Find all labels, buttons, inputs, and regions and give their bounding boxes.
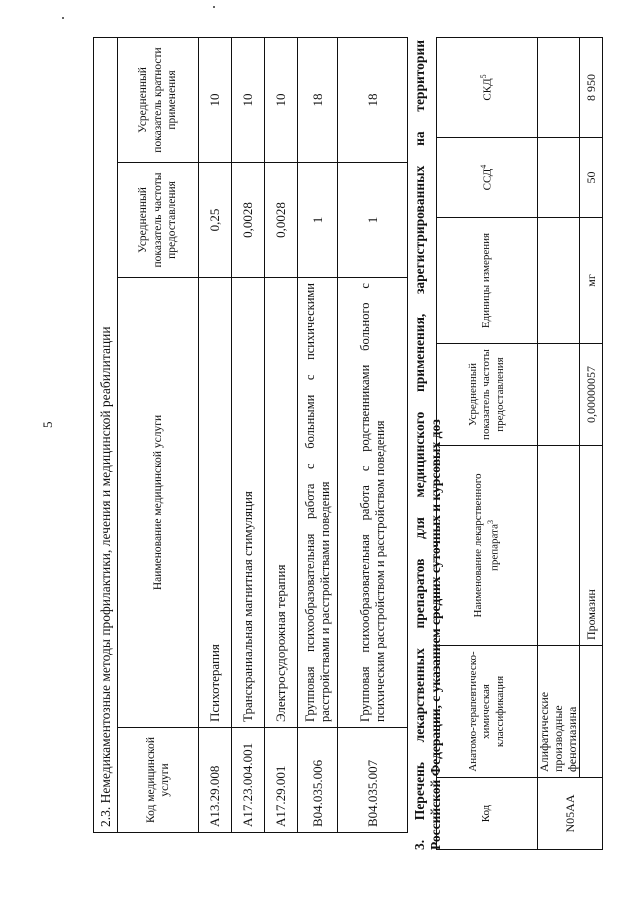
service-code: В04.035.006 — [298, 728, 338, 833]
service-name: Групповая психообразовательная работа с родственниками больного с психическим расстройством и расстройством поведения — [338, 278, 408, 728]
header-skd-text: СКД — [481, 78, 494, 101]
table-row — [232, 38, 265, 833]
scan-speck — [62, 17, 64, 19]
service-name: Психотерапия — [199, 278, 232, 728]
methods-table-container — [93, 38, 387, 833]
multiplicity-value: 18 — [338, 38, 408, 163]
page-number: 5 — [40, 421, 55, 428]
empty-cell — [538, 344, 580, 446]
table-row — [580, 38, 603, 850]
skd-value: 8 950 — [580, 38, 603, 138]
header-atc: Анатомо-терапевтическо-химическая классификация — [437, 646, 538, 778]
empty-cell — [580, 646, 603, 778]
header-skd — [437, 38, 538, 138]
multiplicity-value: 10 — [232, 38, 265, 163]
frequency-value: 0,00000057 — [580, 344, 603, 446]
empty-cell — [538, 138, 580, 218]
multiplicity-value: 10 — [199, 38, 232, 163]
frequency-value: 1 — [338, 163, 408, 278]
frequency-value: 0,0028 — [265, 163, 298, 278]
table-title-row — [94, 38, 118, 833]
empty-cell — [538, 218, 580, 344]
service-code: А17.23.004.001 — [232, 728, 265, 833]
scan-speck — [213, 6, 215, 8]
service-code: А13.29.008 — [199, 728, 232, 833]
header-drug — [437, 446, 538, 646]
service-name: Транскраниальная магнитная стимуляция — [232, 278, 265, 728]
footnote-mark: 5 — [479, 74, 489, 79]
table-title: 2.3. Немедикаментозные методы профилактики, лечения и медицинской реабилитации — [94, 38, 118, 833]
unit-value: мг — [580, 218, 603, 344]
table-row — [338, 38, 408, 833]
header-row — [437, 38, 538, 850]
empty-cell — [538, 446, 580, 646]
header-code: Код медицинской услуги — [118, 728, 199, 833]
multiplicity-value: 18 — [298, 38, 338, 163]
atc-code: N05AA — [538, 778, 603, 850]
header-row — [118, 38, 199, 833]
methods-table — [93, 37, 408, 833]
table-row — [199, 38, 232, 833]
footnote-mark: 3 — [485, 520, 495, 525]
atc-group: Алифатические производные фенотиазина — [538, 646, 580, 778]
drug-name: Промазин — [580, 446, 603, 646]
header-multiplicity: Усредненный показатель кратности применения — [118, 38, 199, 163]
table-row — [538, 38, 580, 850]
footnote-mark: 4 — [479, 164, 489, 169]
drugs-table — [436, 37, 603, 850]
multiplicity-value: 10 — [265, 38, 298, 163]
table-row — [265, 38, 298, 833]
header-code: Код — [437, 778, 538, 850]
header-name: Наименование медицинской услуги — [118, 278, 199, 728]
header-ssd-text: ССД — [481, 168, 494, 191]
header-unit: Единицы измерения — [437, 218, 538, 344]
header-ssd — [437, 138, 538, 218]
frequency-value: 0,25 — [199, 163, 232, 278]
service-code: А17.29.001 — [265, 728, 298, 833]
header-frequency: Усредненный показатель частоты предоставления — [118, 163, 199, 278]
ssd-value: 50 — [580, 138, 603, 218]
service-code: В04.035.007 — [338, 728, 408, 833]
frequency-value: 0,0028 — [232, 163, 265, 278]
table-row — [298, 38, 338, 833]
header-drug-text: Наименование лекарственного препарата — [472, 473, 501, 618]
section-3-heading-line1: 3. Перечень лекарственных препаратов для медицинского применения, зарегистрированных на территории — [412, 40, 427, 850]
header-frequency: Усредненный показатель частоты предоставления — [437, 344, 538, 446]
frequency-value: 1 — [298, 163, 338, 278]
service-name: Электросудорожная терапия — [265, 278, 298, 728]
drugs-table-container — [436, 38, 598, 850]
section-3-heading-line2: Российской Федерации, с указанием средних суточных и курсовых доз — [428, 419, 444, 850]
empty-cell — [538, 38, 580, 138]
service-name: Групповая психообразовательная работа с больными с психическими расстройствами и расстройствами поведения — [298, 278, 338, 728]
